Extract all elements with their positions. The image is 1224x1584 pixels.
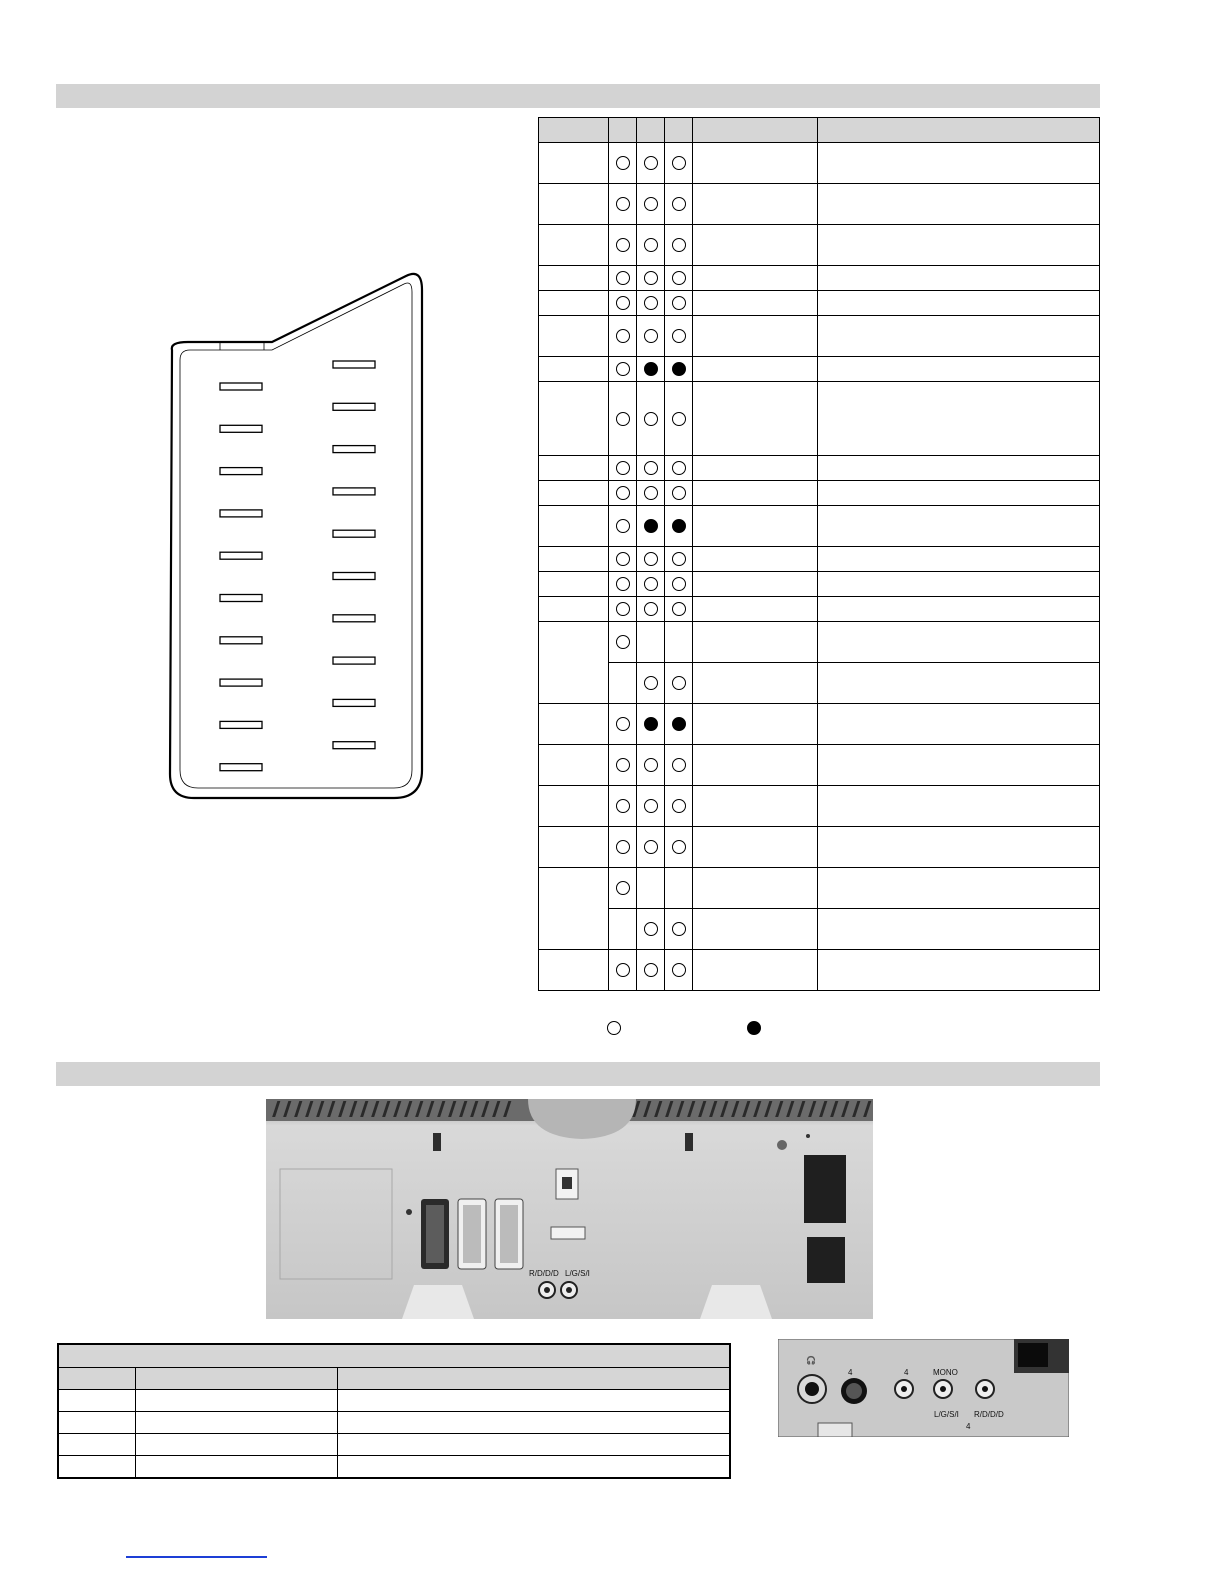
mode-mark-cell (665, 572, 693, 597)
scart-pin (333, 361, 375, 368)
open-circle-icon (644, 329, 658, 343)
open-circle-icon (672, 552, 686, 566)
pin-table-row (539, 909, 1100, 950)
pin-table-header (818, 118, 1100, 143)
mode-mark-cell (637, 597, 665, 622)
open-circle-icon (644, 922, 658, 936)
open-circle-icon (644, 552, 658, 566)
pin-table-row (539, 572, 1100, 597)
mode-mark-cell (665, 909, 693, 950)
mode-mark-cell (609, 909, 637, 950)
open-circle-icon (616, 461, 630, 475)
mode-mark-cell (637, 868, 665, 909)
headphone-icon: 🎧 (806, 1356, 816, 1365)
open-circle-icon (607, 1021, 621, 1035)
open-circle-icon (672, 197, 686, 211)
spec-table-header (135, 1368, 337, 1390)
pin-number-cell (539, 745, 609, 786)
open-circle-icon (644, 676, 658, 690)
pin-number-cell (539, 184, 609, 225)
level-cell (818, 291, 1100, 316)
level-cell (818, 547, 1100, 572)
open-circle-icon (644, 156, 658, 170)
signal-cell (693, 291, 818, 316)
scart-pin (333, 699, 375, 706)
signal-cell (693, 382, 818, 456)
level-cell (818, 909, 1100, 950)
pin-table-row (539, 456, 1100, 481)
rear-jack-label-right: R/D/D/D (529, 1269, 559, 1278)
mode-mark-cell (609, 597, 637, 622)
filled-circle-icon (672, 519, 686, 533)
level-cell (818, 704, 1100, 745)
mode-mark-cell (609, 456, 637, 481)
front-panel-photo (778, 1339, 1069, 1437)
signal-cell (693, 950, 818, 991)
scart-pin (333, 488, 375, 495)
rear-jack-label-left: L/G/S/I (565, 1269, 590, 1278)
level-cell (818, 950, 1100, 991)
scart-socket-1 (421, 1199, 449, 1269)
pin-number-cell (539, 225, 609, 266)
mode-mark-cell (637, 316, 665, 357)
open-circle-icon (616, 552, 630, 566)
pin-number-cell (539, 506, 609, 547)
pin-number-cell (539, 266, 609, 291)
mode-mark-cell (637, 572, 665, 597)
pin-table-row (539, 506, 1100, 547)
pin-table-row (539, 663, 1100, 704)
mode-mark-cell (609, 481, 637, 506)
mode-mark-cell (609, 184, 637, 225)
scart-pin (333, 615, 375, 622)
signal-cell (693, 456, 818, 481)
level-cell (818, 868, 1100, 909)
mode-mark-cell (665, 291, 693, 316)
mode-mark-cell (637, 745, 665, 786)
pin-number-cell (539, 316, 609, 357)
section-header-bar-connections (56, 1062, 1100, 1086)
scart-pin (333, 446, 375, 453)
pin-table-row (539, 950, 1100, 991)
signal-cell (693, 827, 818, 868)
mode-mark-cell (665, 745, 693, 786)
pin-table-row (539, 225, 1100, 266)
mode-mark-cell (609, 266, 637, 291)
open-circle-icon (616, 840, 630, 854)
pin-number-cell (539, 622, 609, 704)
open-circle-icon (672, 238, 686, 252)
level-cell (818, 622, 1100, 663)
level-cell (818, 382, 1100, 456)
pin-table-header (637, 118, 665, 143)
mode-mark-cell (637, 225, 665, 266)
mode-mark-cell (609, 950, 637, 991)
filled-circle-icon (644, 362, 658, 376)
level-cell (818, 506, 1100, 547)
scart-socket-2 (458, 1199, 486, 1269)
pin-number-cell (539, 868, 609, 950)
mode-mark-cell (637, 506, 665, 547)
open-circle-icon (672, 840, 686, 854)
pin-number-cell (539, 827, 609, 868)
open-circle-icon (672, 963, 686, 977)
scart-pin (220, 764, 262, 771)
pin-table-row (539, 868, 1100, 909)
mode-mark-cell (637, 827, 665, 868)
open-circle-icon (644, 271, 658, 285)
scart-pin (220, 425, 262, 432)
filled-circle-icon (644, 717, 658, 731)
open-circle-icon (616, 238, 630, 252)
filled-circle-icon (672, 362, 686, 376)
pin-number-cell (539, 291, 609, 316)
spec-table-caption-row (58, 1344, 730, 1368)
mode-mark-cell (637, 481, 665, 506)
mode-mark-cell (637, 547, 665, 572)
open-circle-icon (616, 362, 630, 376)
open-circle-icon (672, 486, 686, 500)
spec-table-header-row (58, 1368, 730, 1390)
level-cell (818, 745, 1100, 786)
mode-mark-cell (637, 184, 665, 225)
open-circle-icon (644, 412, 658, 426)
scart-pin (333, 742, 375, 749)
mode-mark-cell (665, 597, 693, 622)
signal-cell (693, 316, 818, 357)
mode-mark-cell (665, 225, 693, 266)
mode-mark-cell (665, 481, 693, 506)
pin-table-row (539, 481, 1100, 506)
open-circle-icon (672, 296, 686, 310)
footer-link-underline[interactable] (126, 1556, 267, 1558)
scart-pin (220, 679, 262, 686)
pin-number-cell (539, 547, 609, 572)
signal-cell (693, 704, 818, 745)
scart-pin (220, 468, 262, 475)
signal-cell (693, 786, 818, 827)
mode-mark-cell (637, 382, 665, 456)
signal-cell (693, 572, 818, 597)
mode-mark-cell (637, 786, 665, 827)
pin-table-row (539, 622, 1100, 663)
pin-table-row (539, 184, 1100, 225)
mono-label: MONO (933, 1368, 958, 1377)
mode-mark-cell (609, 357, 637, 382)
front-right-audio-label: R/D/D/D (974, 1410, 1004, 1419)
pin-number-cell (539, 456, 609, 481)
video-label: 4 (904, 1368, 909, 1377)
connection-spec-table (57, 1343, 731, 1479)
scart-pin (220, 721, 262, 728)
filled-circle-icon (747, 1021, 761, 1035)
signal-cell (693, 266, 818, 291)
pin-table-row (539, 704, 1100, 745)
pin-table-row (539, 316, 1100, 357)
pin-table-row (539, 597, 1100, 622)
pin-table-row (539, 745, 1100, 786)
open-circle-icon (644, 296, 658, 310)
open-circle-icon (616, 758, 630, 772)
open-circle-icon (672, 676, 686, 690)
mode-mark-cell (609, 291, 637, 316)
mode-mark-cell (665, 316, 693, 357)
open-circle-icon (672, 461, 686, 475)
level-cell (818, 663, 1100, 704)
scart-outline (170, 274, 422, 798)
spec-table-cell (135, 1412, 337, 1434)
spec-table-row (58, 1390, 730, 1412)
signal-cell (693, 663, 818, 704)
open-circle-icon (616, 329, 630, 343)
mode-mark-cell (665, 827, 693, 868)
pin-number-cell (539, 382, 609, 456)
scart-pin (220, 383, 262, 390)
level-cell (818, 456, 1100, 481)
level-cell (818, 357, 1100, 382)
pin-table-row (539, 547, 1100, 572)
signal-cell (693, 481, 818, 506)
mode-mark-cell (609, 622, 637, 663)
open-circle-icon (616, 799, 630, 813)
mode-mark-cell (665, 547, 693, 572)
spec-table-cell (135, 1434, 337, 1456)
open-circle-icon (644, 840, 658, 854)
open-circle-icon (644, 799, 658, 813)
level-cell (818, 786, 1100, 827)
open-circle-icon (644, 758, 658, 772)
mode-mark-cell (637, 357, 665, 382)
open-circle-icon (672, 922, 686, 936)
spec-table-row (58, 1412, 730, 1434)
open-circle-icon (672, 329, 686, 343)
open-circle-icon (616, 881, 630, 895)
pin-table-header (539, 118, 609, 143)
symbol-legend (538, 1020, 1099, 1038)
mode-mark-cell (609, 143, 637, 184)
filled-circle-icon (672, 717, 686, 731)
open-circle-icon (644, 602, 658, 616)
spec-table-cell (337, 1412, 730, 1434)
pin-table-header (693, 118, 818, 143)
mode-mark-cell (637, 291, 665, 316)
mode-mark-cell (609, 827, 637, 868)
open-circle-icon (616, 296, 630, 310)
signal-cell (693, 909, 818, 950)
spec-table-cell (337, 1456, 730, 1479)
mode-mark-cell (609, 225, 637, 266)
pin-table-row (539, 266, 1100, 291)
signal-cell (693, 868, 818, 909)
open-circle-icon (672, 602, 686, 616)
spec-table-header (337, 1368, 730, 1390)
level-cell (818, 572, 1100, 597)
signal-cell (693, 357, 818, 382)
signal-cell (693, 143, 818, 184)
pin-table-header (609, 118, 637, 143)
spec-table-cell (58, 1434, 135, 1456)
mode-mark-cell (609, 506, 637, 547)
open-circle-icon (616, 963, 630, 977)
scart-connector-diagram (160, 270, 430, 810)
mode-mark-cell (609, 382, 637, 456)
spec-table-cell (135, 1456, 337, 1479)
signal-cell (693, 184, 818, 225)
open-circle-icon (616, 635, 630, 649)
mode-mark-cell (637, 143, 665, 184)
spec-table-header (58, 1368, 135, 1390)
mode-mark-cell (665, 506, 693, 547)
pin-number-cell (539, 786, 609, 827)
spec-table-caption (58, 1344, 730, 1368)
mode-mark-cell (665, 382, 693, 456)
signal-cell (693, 547, 818, 572)
mode-mark-cell (609, 868, 637, 909)
scart-pin (333, 403, 375, 410)
level-cell (818, 143, 1100, 184)
pin-number-cell (539, 704, 609, 745)
open-circle-icon (616, 602, 630, 616)
s-video-label: 4 (848, 1368, 853, 1377)
rear-panel-photo (266, 1099, 873, 1319)
mode-mark-cell (609, 745, 637, 786)
front-input-label: 4 (966, 1422, 971, 1431)
spec-table-row (58, 1456, 730, 1479)
level-cell (818, 316, 1100, 357)
mode-mark-cell (609, 786, 637, 827)
level-cell (818, 266, 1100, 291)
signal-cell (693, 597, 818, 622)
open-circle-icon (644, 197, 658, 211)
open-circle-icon (616, 271, 630, 285)
mode-mark-cell (665, 184, 693, 225)
mode-mark-cell (665, 868, 693, 909)
section-header-bar-scart (56, 84, 1100, 108)
spec-table-cell (58, 1412, 135, 1434)
pin-number-cell (539, 481, 609, 506)
open-circle-icon (616, 412, 630, 426)
open-circle-icon (616, 197, 630, 211)
scart-pin (333, 573, 375, 580)
front-left-audio-label: L/G/S/I (934, 1410, 959, 1419)
scart-pin (220, 552, 262, 559)
spec-table-cell (337, 1434, 730, 1456)
open-circle-icon (644, 238, 658, 252)
mode-mark-cell (637, 663, 665, 704)
mode-mark-cell (609, 572, 637, 597)
scart-pin-table (538, 117, 1100, 991)
pin-table-row (539, 827, 1100, 868)
open-circle-icon (644, 577, 658, 591)
pin-number-cell (539, 143, 609, 184)
open-circle-icon (616, 717, 630, 731)
signal-cell (693, 622, 818, 663)
level-cell (818, 597, 1100, 622)
pin-table-row (539, 382, 1100, 456)
pin-table-header (665, 118, 693, 143)
mode-mark-cell (637, 704, 665, 745)
mode-mark-cell (665, 704, 693, 745)
signal-cell (693, 506, 818, 547)
scart-pin (220, 510, 262, 517)
mode-mark-cell (609, 663, 637, 704)
spec-table-cell (337, 1390, 730, 1412)
mode-mark-cell (637, 950, 665, 991)
open-circle-icon (672, 156, 686, 170)
open-circle-icon (672, 412, 686, 426)
spec-table-cell (135, 1390, 337, 1412)
mode-mark-cell (665, 622, 693, 663)
open-circle-icon (672, 577, 686, 591)
scart-socket-3 (495, 1199, 523, 1269)
scart-pin (220, 595, 262, 602)
open-circle-icon (616, 156, 630, 170)
level-cell (818, 481, 1100, 506)
spec-table-row (58, 1434, 730, 1456)
filled-circle-icon (644, 519, 658, 533)
mode-mark-cell (665, 950, 693, 991)
scart-pin (220, 637, 262, 644)
signal-cell (693, 225, 818, 266)
level-cell (818, 225, 1100, 266)
mode-mark-cell (637, 909, 665, 950)
open-circle-icon (616, 577, 630, 591)
pin-table-row (539, 143, 1100, 184)
pin-number-cell (539, 357, 609, 382)
level-cell (818, 827, 1100, 868)
mode-mark-cell (665, 786, 693, 827)
spec-table-cell (58, 1390, 135, 1412)
open-circle-icon (672, 799, 686, 813)
pin-table-row (539, 786, 1100, 827)
mode-mark-cell (637, 456, 665, 481)
mode-mark-cell (637, 622, 665, 663)
mode-mark-cell (637, 266, 665, 291)
pin-number-cell (539, 950, 609, 991)
scart-pin (333, 530, 375, 537)
spec-table-cell (58, 1456, 135, 1479)
mode-mark-cell (609, 316, 637, 357)
mode-mark-cell (665, 143, 693, 184)
open-circle-icon (616, 519, 630, 533)
open-circle-icon (672, 271, 686, 285)
mode-mark-cell (609, 547, 637, 572)
pin-table-row (539, 357, 1100, 382)
pin-number-cell (539, 597, 609, 622)
mode-mark-cell (609, 704, 637, 745)
pin-table-row (539, 291, 1100, 316)
mode-mark-cell (665, 266, 693, 291)
open-circle-icon (644, 461, 658, 475)
level-cell (818, 184, 1100, 225)
pin-table-header-row (539, 118, 1100, 143)
mode-mark-cell (665, 663, 693, 704)
mode-mark-cell (665, 357, 693, 382)
scart-pin (333, 657, 375, 664)
open-circle-icon (644, 486, 658, 500)
mode-mark-cell (665, 456, 693, 481)
open-circle-icon (616, 486, 630, 500)
pin-number-cell (539, 572, 609, 597)
open-circle-icon (644, 963, 658, 977)
signal-cell (693, 745, 818, 786)
open-circle-icon (672, 758, 686, 772)
